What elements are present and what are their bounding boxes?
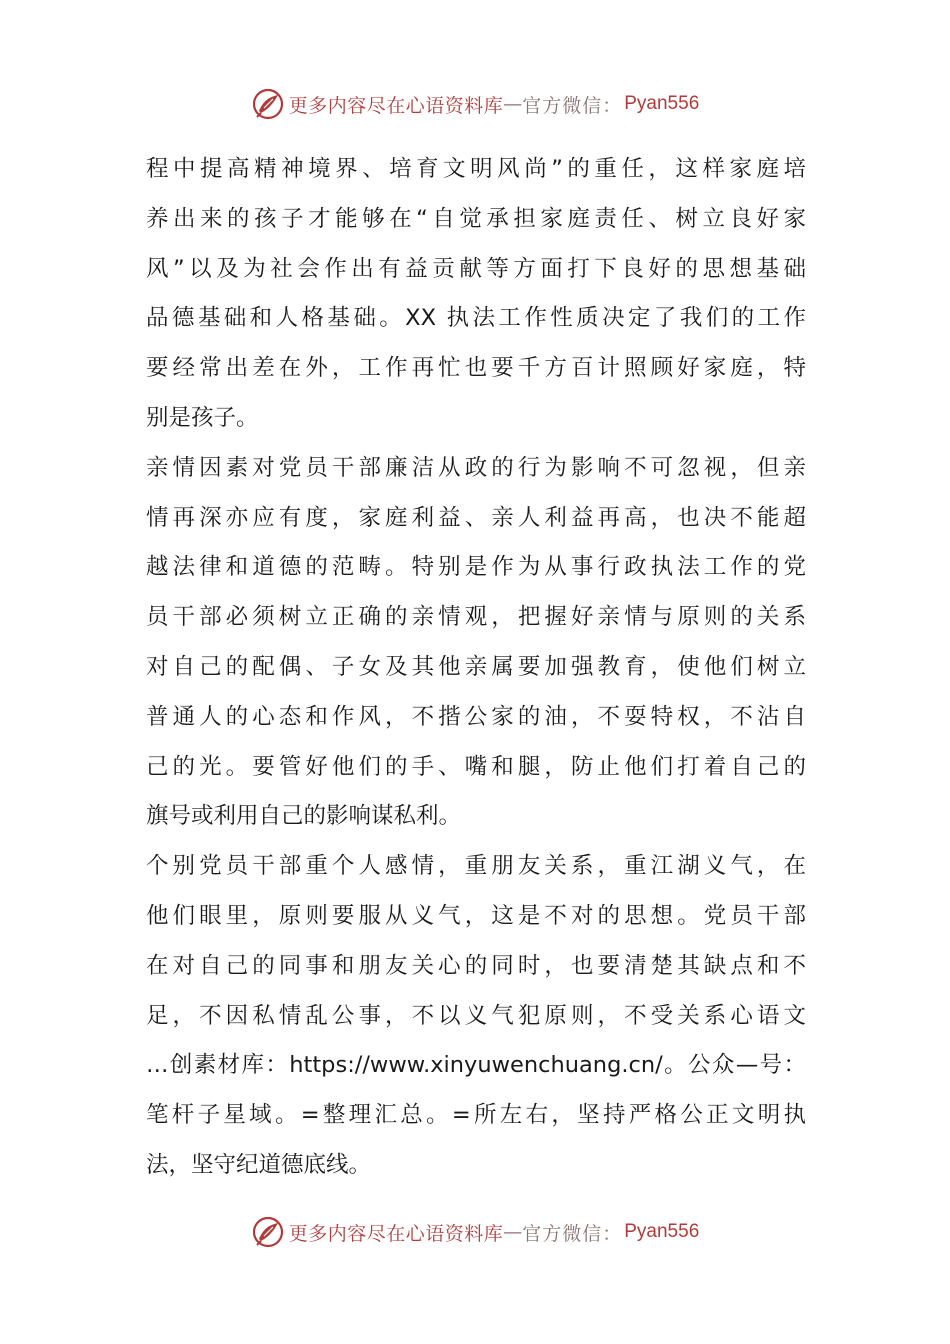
footer-banner-separator: — bbox=[503, 1221, 523, 1243]
footer-wechat-id: Pyan556 bbox=[624, 1221, 700, 1242]
body-line: 员干部必须树立正确的亲情观，把握好亲情与原则的关系 bbox=[146, 604, 806, 631]
body-line: 越法律和道德的范畴。特别是作为从事行政执法工作的党 bbox=[146, 554, 806, 581]
header-banner bbox=[0, 84, 950, 124]
body-line: 亲情因素对党员干部廉洁从政的行为影响不可忽视，但亲 bbox=[146, 454, 806, 481]
body-line: 旗号或利用自己的影响谋私利。 bbox=[146, 803, 462, 830]
body-line: 足，不因私情乱公事，不以义气犯原则，不受关系心语文 bbox=[146, 1002, 806, 1029]
body-line: 己的光。要管好他们的手、嘴和腿，防止他们打着自己的 bbox=[146, 753, 806, 780]
body-line: 要经常出差在外，工作再忙也要千方百计照顾好家庭，特 bbox=[146, 355, 806, 382]
header-wechat-id: Pyan556 bbox=[624, 93, 700, 114]
body-line: 程中提高精神境界、培育文明风尚”的重任，这样家庭培 bbox=[146, 156, 806, 182]
header-banner-text: 更多内容尽在心语资料库 bbox=[288, 94, 504, 117]
body-line: 对自己的配偶、子女及其他亲属要加强教育，使他们树立 bbox=[146, 653, 806, 680]
body-line: 养出来的孩子才能够在“自觉承担家庭责任、树立良好家 bbox=[146, 205, 806, 232]
body-line: 笔杆子星域。=整理汇总。=所左右，坚持严格公正文明执 bbox=[146, 1102, 806, 1129]
body-line: 别是孩子。 bbox=[146, 404, 259, 431]
footer-banner bbox=[0, 1212, 950, 1252]
body-line: 他们眼里，原则要服从义气，这是不对的思想。党员干部 bbox=[146, 902, 806, 929]
footer-banner-text: 更多内容尽在心语资料库 bbox=[288, 1222, 504, 1245]
header-wechat-label: 官方微信： bbox=[522, 94, 623, 117]
document-body bbox=[146, 145, 806, 1191]
header-banner-separator: — bbox=[503, 93, 523, 115]
body-line: 个别党员干部重个人感情，重朋友关系，重江湖义气，在 bbox=[146, 853, 806, 880]
body-line: 风”以及为社会作出有益贡献等方面打下良好的思想基础 bbox=[146, 255, 806, 282]
body-line: 品德基础和人格基础。XX 执法工作性质决定了我们的工作 bbox=[146, 305, 806, 332]
body-line: 普通人的心态和作风，不揩公家的油，不耍特权，不沾自 bbox=[146, 703, 806, 730]
pen-nib-logo-icon bbox=[251, 1215, 285, 1249]
pen-nib-logo-icon bbox=[251, 87, 285, 121]
body-line: 在对自己的同事和朋友关心的同时，也要清楚其缺点和不 bbox=[146, 952, 806, 979]
footer-wechat-label: 官方微信： bbox=[522, 1222, 623, 1245]
body-line: 情再深亦应有度，家庭利益、亲人利益再高，也决不能超 bbox=[146, 504, 806, 531]
body-line: …创素材库：https://www.xinyuwenchuang.cn/。公众—号： bbox=[146, 1052, 806, 1079]
body-line: 法，坚守纪道德底线。 bbox=[146, 1151, 372, 1178]
